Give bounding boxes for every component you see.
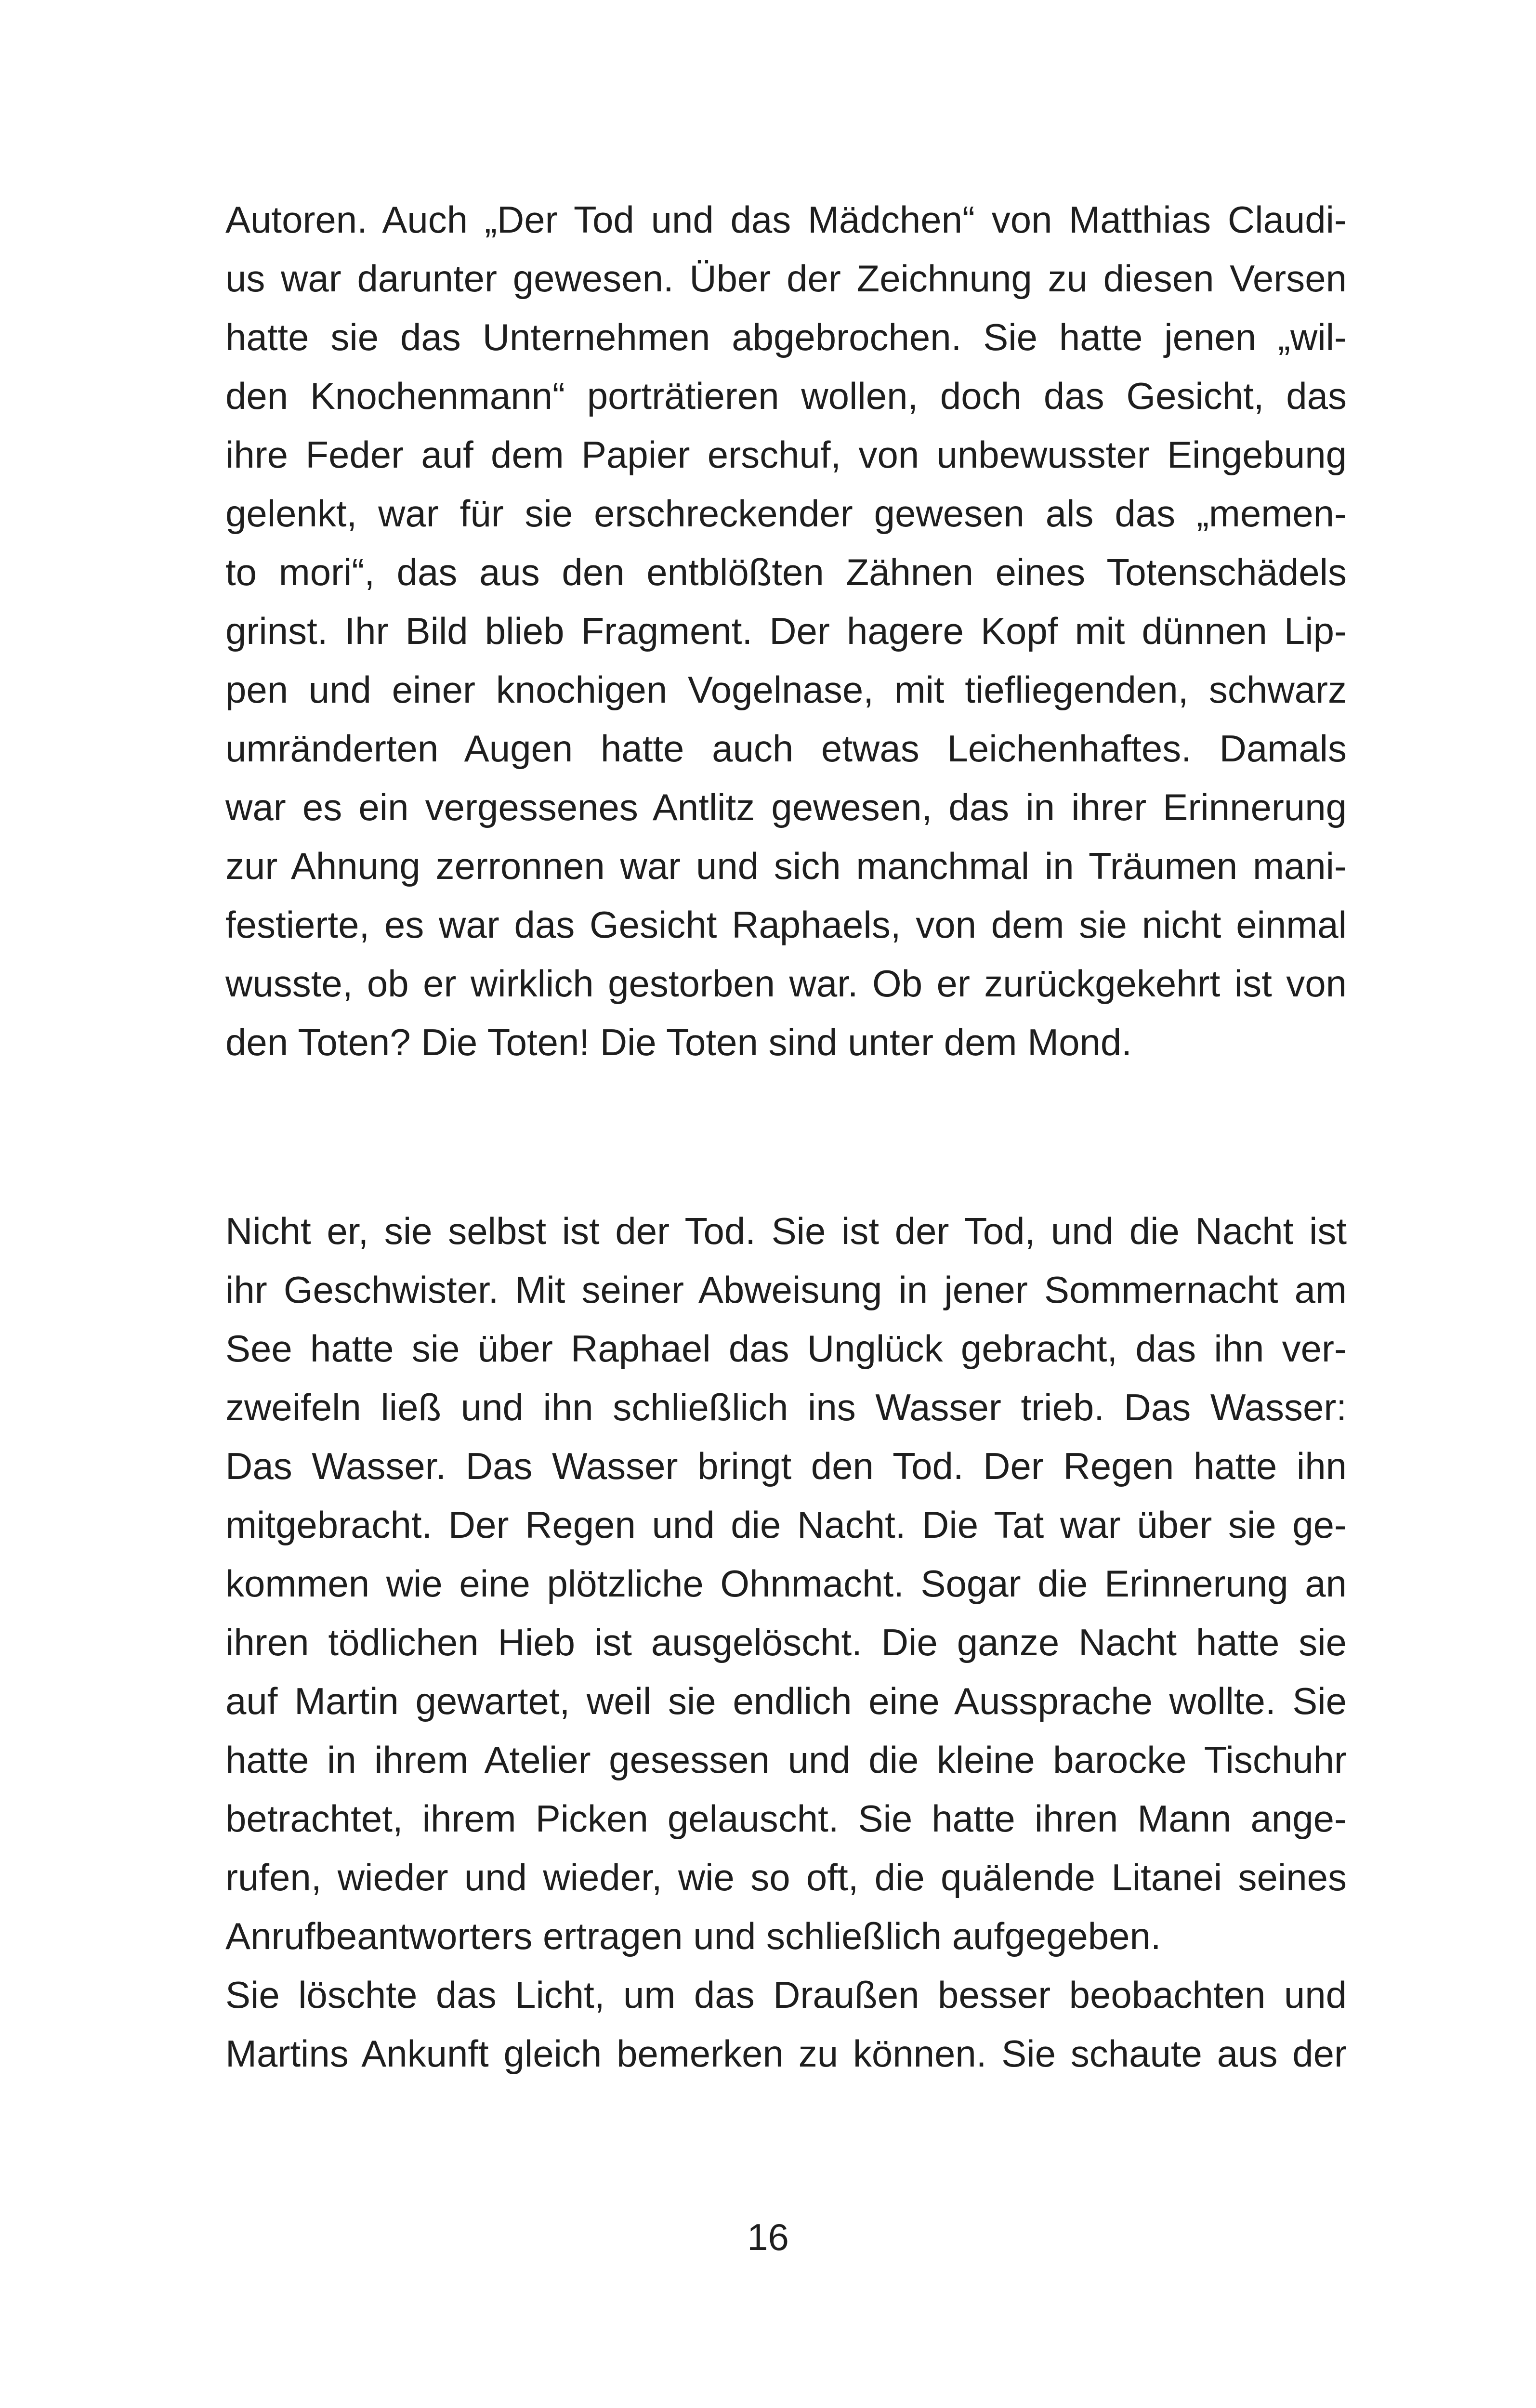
text-line: Nicht er, sie selbst ist der Tod. Sie ist der Tod, und die Nacht ist xyxy=(225,1210,1347,1252)
text-line: Martins Ankunft gleich bemerken zu können. Sie schaute aus der xyxy=(225,2032,1347,2075)
text-line: Autoren. Auch „Der Tod und das Mädchen“ von Matthias Claudi- xyxy=(225,198,1347,241)
text-line: zweifeln ließ und ihn schließlich ins Wasser trieb. Das Wasser: xyxy=(225,1386,1347,1428)
text-line: wusste, ob er wirklich gestorben war. Ob er zurückgekehrt ist von xyxy=(225,962,1347,1005)
text-line: pen und einer knochigen Vogelnase, mit tiefliegenden, schwarz xyxy=(225,668,1347,711)
text-line: ihr Geschwister. Mit seiner Abweisung in jener Sommernacht am xyxy=(225,1269,1347,1311)
text-line: war es ein vergessenes Antlitz gewesen, das in ihrer Erinnerung xyxy=(225,786,1347,828)
text-line: hatte sie das Unternehmen abgebrochen. Sie hatte jenen „wil- xyxy=(225,316,1347,358)
text-line: den Toten? Die Toten! Die Toten sind unter dem Mond. xyxy=(225,1021,1132,1063)
text-line: betrachtet, ihrem Picken gelauscht. Sie hatte ihren Mann ange- xyxy=(225,1797,1347,1840)
text-line: den Knochenmann“ porträtieren wollen, doch das Gesicht, das xyxy=(225,375,1347,417)
text-line: to mori“, das aus den entblößten Zähnen eines Totenschädels xyxy=(225,551,1347,593)
text-line: grinst. Ihr Bild blieb Fragment. Der hagere Kopf mit dünnen Lip- xyxy=(225,610,1347,652)
text-line: Anrufbeantworters ertragen und schließlich aufgegeben. xyxy=(225,1915,1161,1957)
paragraph-2 xyxy=(225,1202,1347,2083)
text-line: ihren tödlichen Hieb ist ausgelöscht. Die ganze Nacht hatte sie xyxy=(225,1621,1347,1663)
text-line: zur Ahnung zerronnen war und sich manchmal in Träumen mani- xyxy=(225,845,1347,887)
text-line: See hatte sie über Raphael das Unglück gebracht, das ihn ver- xyxy=(225,1327,1347,1370)
text-line: hatte in ihrem Atelier gesessen und die kleine barocke Tischuhr xyxy=(225,1739,1347,1781)
text-line: umränderten Augen hatte auch etwas Leichenhaftes. Damals xyxy=(225,727,1347,770)
text-line: ihre Feder auf dem Papier erschuf, von unbewusster Eingebung xyxy=(225,433,1347,476)
text-line: mitgebracht. Der Regen und die Nacht. Die Tat war über sie ge- xyxy=(225,1504,1347,1546)
text-line: rufen, wieder und wieder, wie so oft, die quälende Litanei seines xyxy=(225,1856,1347,1898)
text-line: Sie löschte das Licht, um das Draußen besser beobachten und xyxy=(225,1974,1347,2016)
paragraph-1 xyxy=(225,190,1347,1072)
text-line: Das Wasser. Das Wasser bringt den Tod. Der Regen hatte ihn xyxy=(225,1445,1347,1487)
text-line: gelenkt, war für sie erschreckender gewesen als das „memen- xyxy=(225,492,1347,535)
text-line: auf Martin gewartet, weil sie endlich eine Aussprache wollte. Sie xyxy=(225,1680,1347,1722)
text-line: festierte, es war das Gesicht Raphaels, von dem sie nicht einmal xyxy=(225,903,1347,946)
page-number: 16 xyxy=(747,2216,789,2258)
text-line: kommen wie eine plötzliche Ohnmacht. Sogar die Erinnerung an xyxy=(225,1562,1347,1605)
text-line: us war darunter gewesen. Über der Zeichnung zu diesen Versen xyxy=(225,257,1347,300)
